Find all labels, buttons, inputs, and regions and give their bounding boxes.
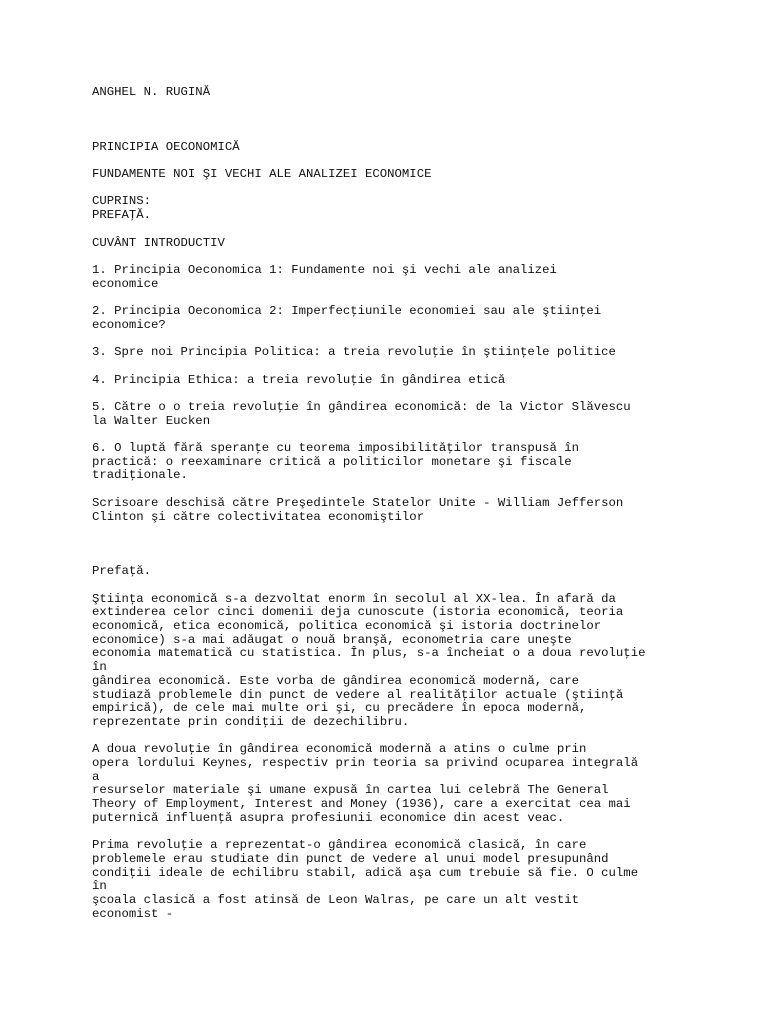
open-letter: Scrisoare deschisă către Preşedintele Statelor Unite - William Jefferson Clinton şi către colectivitatea economiştilor: [92, 495, 624, 524]
body-paragraph: Ştiinţa economică s-a dezvoltat enorm în secolul al XX-lea. În afară da extinderea celor cinci domenii deja cunoscute (istoria economică, teoria economică, etica economică, politica economică şi istoria doctrinelor economice) s-a mai adăugat o nouă branşă, econometria care uneşte economia matematică cu statistica. În plus, s-a încheiat o a doua revoluţie în gândirea economică. Este vorba de gândirea economică modernă, care studiază problemele din punct de vedere al realităţilor actuale (ştiinţă empirică), de cele mai multe ori şi, cu precădere în epoca modernă, reprezentate prin condiţii de dezechilibru.: [92, 591, 646, 729]
toc-item: 6. O luptă fără speranţe cu teorema imposibilităţilor transpusă în practică: o reexaminare critică a politicilor monetare şi fiscale tradiţionale.: [92, 441, 580, 483]
author-name: ANGHEL N. RUGINĂ: [92, 85, 211, 99]
preface-heading: Prefaţă.: [92, 564, 152, 579]
body-paragraph: Prima revoluţie a reprezentat-o gândirea economică clasică, în care problemele erau studiate din punct de vedere al unui model presupunând condiţii ideale de echilibru stabil, adică aşa cum trebuie să fie. O culme în şcoala clasică a fost atinsă de Leon Walras, pe care un alt vestit economist -: [92, 838, 639, 921]
contents-label: CUPRINS:: [92, 194, 152, 209]
intro-label: CUVÂNT INTRODUCTIV: [92, 235, 225, 250]
toc-item: 1. Principia Oeconomica 1: Fundamente noi şi vechi ale analizei economice: [92, 262, 557, 291]
preface-label: PREFAŢĂ.: [92, 208, 152, 223]
toc-item: 5. Către o o treia revoluţie în gândirea economică: de la Victor Slăvescu la Walter Eucken: [92, 399, 631, 428]
toc-item: 2. Principia Oeconomica 2: Imperfecţiunile economiei sau ale ştiinţei economice?: [92, 304, 602, 332]
toc-item: 3. Spre noi Principia Politica: a treia revoluţie în ştiinţele politice: [92, 345, 616, 360]
document-page: [92, 86, 692, 921]
book-title: PRINCIPIA OECONOMICĂ: [92, 139, 240, 154]
book-subtitle: FUNDAMENTE NOI ŞI VECHI ALE ANALIZEI ECONOMICE: [92, 167, 432, 182]
toc-item: 4. Principia Ethica: a treia revoluţie în gândirea etică: [92, 372, 506, 387]
body-paragraph: A doua revoluţie în gândirea economică modernă a atins o culme prin opera lordului Keynes, respectiv prin teoria sa privind ocuparea integrală a resurselor materiale şi umane expusă în cartea lui celebră The General Theory of Employment, Interest and Money (1936), care a exercitat cea mai puternică influenţă asupra profesiunii economice din acest veac.: [92, 742, 639, 825]
